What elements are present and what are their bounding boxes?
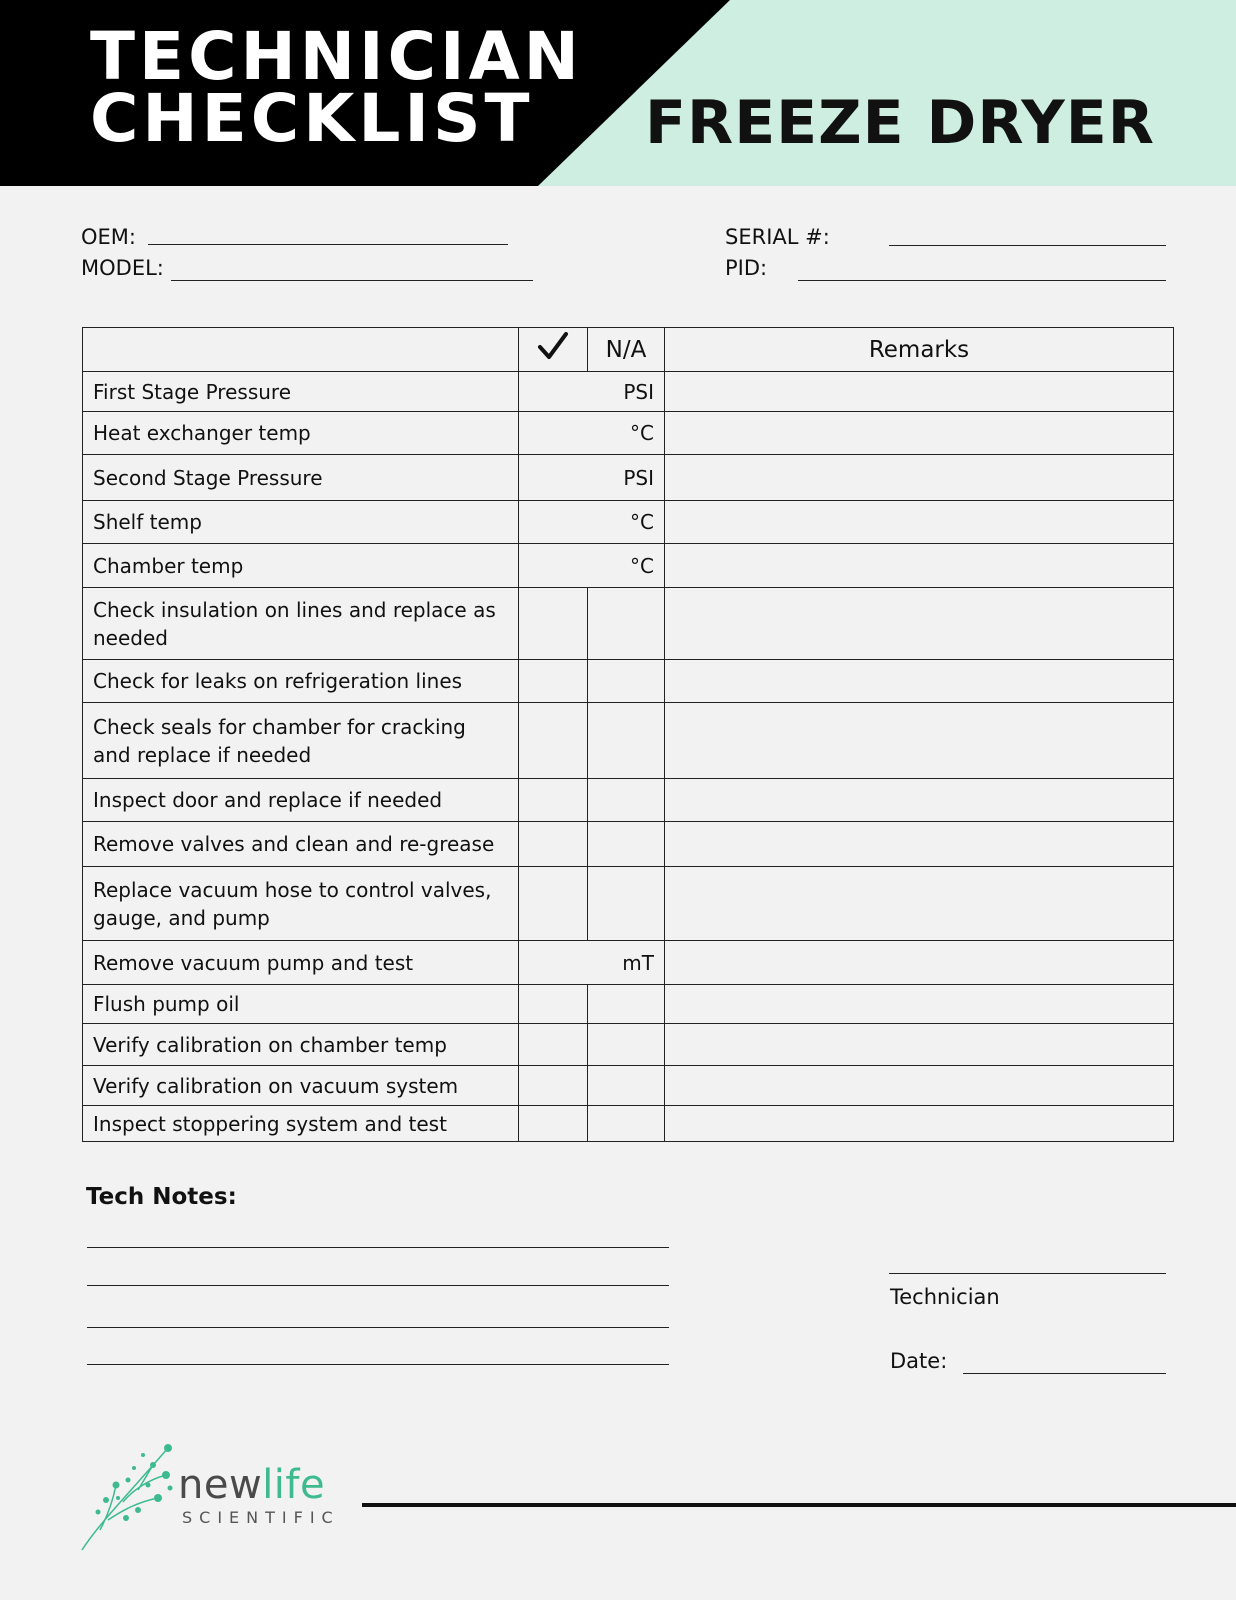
value-cell[interactable]: °C [519, 412, 665, 455]
remarks-cell[interactable] [665, 1024, 1174, 1066]
notes-line[interactable] [87, 1327, 669, 1328]
value-cell[interactable]: PSI [519, 455, 665, 501]
na-cell[interactable] [588, 867, 665, 941]
date-label: Date: [890, 1349, 948, 1373]
check-cell[interactable] [519, 1106, 588, 1142]
na-cell[interactable] [588, 1066, 665, 1106]
remarks-cell[interactable] [665, 588, 1174, 660]
item-label: Verify calibration on chamber temp [83, 1024, 519, 1066]
remarks-cell[interactable] [665, 779, 1174, 822]
oem-label: OEM: [81, 225, 136, 249]
item-label: Replace vacuum hose to control valves, gauge, and pump [83, 867, 519, 941]
logo-name-part1: new [178, 1462, 263, 1508]
table-row [83, 372, 1174, 412]
na-cell[interactable] [588, 660, 665, 703]
item-label: Flush pump oil [83, 985, 519, 1024]
notes-line[interactable] [87, 1247, 669, 1248]
value-cell[interactable]: °C [519, 544, 665, 588]
remarks-cell[interactable] [665, 1106, 1174, 1142]
title-line-2: CHECKLIST [90, 80, 534, 157]
model-label: MODEL: [81, 256, 164, 280]
table-row [83, 1106, 1174, 1142]
oem-field[interactable] [148, 244, 508, 245]
check-cell[interactable] [519, 1024, 588, 1066]
na-cell[interactable] [588, 985, 665, 1024]
item-label: Remove valves and clean and re-grease [83, 822, 519, 867]
na-cell[interactable] [588, 1106, 665, 1142]
value-cell[interactable]: PSI [519, 372, 665, 412]
technician-label: Technician [890, 1285, 1000, 1309]
remarks-cell[interactable] [665, 867, 1174, 941]
item-label: Remove vacuum pump and test [83, 941, 519, 985]
remarks-cell[interactable] [665, 985, 1174, 1024]
check-cell[interactable] [519, 660, 588, 703]
remarks-cell[interactable] [665, 501, 1174, 544]
check-cell[interactable] [519, 588, 588, 660]
table-row [83, 544, 1174, 588]
serial-label: SERIAL #: [725, 225, 830, 249]
remarks-cell[interactable] [665, 455, 1174, 501]
table-row [83, 703, 1174, 779]
item-label: Inspect door and replace if needed [83, 779, 519, 822]
serial-field[interactable] [889, 245, 1166, 246]
table-row [83, 588, 1174, 660]
checkmark-icon [536, 331, 570, 361]
table-row [83, 660, 1174, 703]
logo-wordmark [178, 1462, 325, 1508]
title-line-1: TECHNICIAN [90, 18, 583, 95]
table-row [83, 822, 1174, 867]
item-label: Check seals for chamber for cracking and replace if needed [83, 703, 519, 779]
table-row [83, 985, 1174, 1024]
remarks-cell[interactable] [665, 822, 1174, 867]
checklist-table [82, 327, 1174, 1142]
remarks-cell[interactable] [665, 941, 1174, 985]
logo-subtitle: SCIENTIFIC [182, 1508, 340, 1527]
check-cell[interactable] [519, 1066, 588, 1106]
technician-signature-line[interactable] [889, 1273, 1166, 1274]
na-cell[interactable] [588, 779, 665, 822]
item-label: Chamber temp [83, 544, 519, 588]
table-row [83, 1024, 1174, 1066]
remarks-cell[interactable] [665, 660, 1174, 703]
logo-name-part2: life [262, 1462, 326, 1508]
notes-line[interactable] [87, 1285, 669, 1286]
item-label: Heat exchanger temp [83, 412, 519, 455]
value-cell[interactable]: °C [519, 501, 665, 544]
item-label: Check for leaks on refrigeration lines [83, 660, 519, 703]
header-banner [0, 0, 1236, 186]
table-header-row [83, 328, 1174, 372]
check-header [519, 328, 588, 372]
footer-divider [362, 1503, 1236, 1507]
table-row [83, 867, 1174, 941]
item-label: Verify calibration on vacuum system [83, 1066, 519, 1106]
table-row [83, 779, 1174, 822]
table-row [83, 412, 1174, 455]
date-field[interactable] [963, 1373, 1166, 1374]
check-cell[interactable] [519, 779, 588, 822]
table-row [83, 501, 1174, 544]
remarks-cell[interactable] [665, 544, 1174, 588]
na-header: N/A [588, 328, 665, 372]
value-cell[interactable]: mT [519, 941, 665, 985]
pid-label: PID: [725, 256, 768, 280]
check-cell[interactable] [519, 867, 588, 941]
item-label: Shelf temp [83, 501, 519, 544]
pid-field[interactable] [798, 280, 1166, 281]
remarks-cell[interactable] [665, 412, 1174, 455]
na-cell[interactable] [588, 822, 665, 867]
item-label: Inspect stoppering system and test [83, 1106, 519, 1142]
check-cell[interactable] [519, 985, 588, 1024]
model-field[interactable] [171, 280, 533, 281]
table-row [83, 1066, 1174, 1106]
remarks-header: Remarks [665, 328, 1174, 372]
remarks-cell[interactable] [665, 1066, 1174, 1106]
notes-line[interactable] [87, 1364, 669, 1365]
table-row [83, 941, 1174, 985]
tech-notes-title: Tech Notes: [86, 1184, 237, 1210]
table-row [83, 455, 1174, 501]
item-label: Check insulation on lines and replace as needed [83, 588, 519, 660]
page-subtitle: FREEZE DRYER [645, 88, 1155, 158]
remarks-cell[interactable] [665, 372, 1174, 412]
check-cell[interactable] [519, 703, 588, 779]
item-label: First Stage Pressure [83, 372, 519, 412]
item-header [83, 328, 519, 372]
page-title [90, 18, 583, 157]
item-label: Second Stage Pressure [83, 455, 519, 501]
na-cell[interactable] [588, 588, 665, 660]
remarks-cell[interactable] [665, 703, 1174, 779]
na-cell[interactable] [588, 1024, 665, 1066]
na-cell[interactable] [588, 703, 665, 779]
check-cell[interactable] [519, 822, 588, 867]
